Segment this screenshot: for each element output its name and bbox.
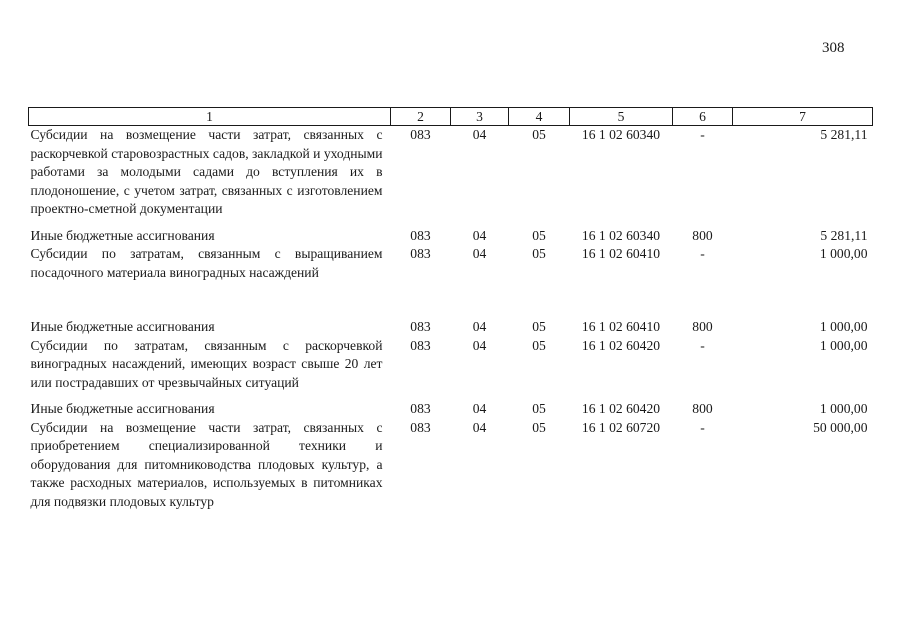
- cell-expense-type: 800: [692, 319, 713, 334]
- cell-amount: 1 000,00: [819, 246, 868, 261]
- cell-amount: 1 000,00: [819, 319, 868, 334]
- row-name: Субсидии по затратам, связанным с раскорчевкой виноградных насаждений, имеющих возраст свыше 20 лет или пострадавших от чрезвычайных ситуаций: [30, 337, 383, 390]
- cell-subsection: 05: [532, 401, 546, 416]
- cell-amount: 5 281,11: [820, 127, 868, 142]
- table-row: [29, 227, 873, 246]
- cell-expense-type: -: [700, 419, 705, 435]
- cell-section: 04: [472, 401, 487, 416]
- page-number: 308: [822, 40, 845, 56]
- table-row: [29, 337, 873, 401]
- table-row: [29, 400, 873, 419]
- cell-subsection: 05: [532, 127, 546, 142]
- cell-amount: 50 000,00: [813, 419, 868, 435]
- cell-section: 04: [472, 337, 487, 353]
- cell-ministry-code: 083: [410, 419, 431, 435]
- cell-target-article: 16 1 02 60420: [581, 401, 661, 416]
- cell-target-article: 16 1 02 60340: [581, 127, 661, 142]
- cell-expense-type: 800: [692, 227, 713, 243]
- column-header: 2: [391, 108, 451, 126]
- cell-target-article: 16 1 02 60720: [581, 419, 661, 435]
- cell-expense-type: -: [700, 246, 705, 261]
- cell-section: 04: [472, 127, 487, 142]
- column-header: 3: [451, 108, 509, 126]
- cell-subsection: 05: [532, 337, 546, 353]
- cell-subsection: 05: [532, 319, 546, 334]
- column-header: 1: [29, 108, 391, 126]
- cell-expense-type: -: [700, 337, 705, 353]
- cell-target-article: 16 1 02 60420: [581, 337, 661, 353]
- cell-expense-type: 800: [692, 401, 713, 416]
- cell-ministry-code: 083: [410, 401, 431, 416]
- cell-section: 04: [472, 419, 487, 435]
- row-name: Субсидии на возмещение части затрат, связанных с приобретением специализированной техники и оборудования для питомниководства плодовых культур, а также расходных материалов, используемых в питомниках для подвязки плодовых культур: [30, 419, 383, 509]
- row-name: Иные бюджетные ассигнования: [30, 319, 215, 334]
- column-header: 5: [570, 108, 673, 126]
- cell-subsection: 05: [532, 419, 546, 435]
- cell-amount: 5 281,11: [820, 227, 868, 243]
- cell-target-article: 16 1 02 60340: [581, 227, 661, 243]
- cell-ministry-code: 083: [410, 337, 431, 353]
- cell-section: 04: [472, 246, 487, 261]
- column-header: 7: [733, 108, 873, 126]
- cell-subsection: 05: [532, 227, 546, 243]
- table-row: [29, 126, 873, 227]
- table-row: [29, 419, 873, 512]
- cell-ministry-code: 083: [410, 246, 431, 261]
- cell-section: 04: [472, 319, 487, 334]
- row-name: Иные бюджетные ассигнования: [30, 227, 215, 243]
- cell-amount: 1 000,00: [819, 401, 868, 416]
- cell-amount: 1 000,00: [819, 337, 868, 353]
- row-name: Субсидии на возмещение части затрат, связанных с раскорчевкой старовозрастных садов, закладкой и уходными работами за молодыми садами до вступления их в плодоношение, с учетом затрат, связанных с изготовлением проектно-сметной документации: [30, 127, 383, 216]
- budget-table: [28, 107, 873, 511]
- table-row: [29, 318, 873, 337]
- cell-ministry-code: 083: [410, 227, 431, 243]
- cell-target-article: 16 1 02 60410: [581, 246, 661, 261]
- column-header: 6: [673, 108, 733, 126]
- cell-section: 04: [472, 227, 487, 243]
- cell-expense-type: -: [700, 127, 705, 142]
- row-name: Субсидии по затратам, связанным с выращиванием посадочного материала виноградных насаждений: [30, 246, 383, 280]
- cell-target-article: 16 1 02 60410: [581, 319, 661, 334]
- table-row: [29, 245, 873, 318]
- column-header: 4: [509, 108, 570, 126]
- cell-subsection: 05: [532, 246, 546, 261]
- row-name: Иные бюджетные ассигнования: [30, 401, 215, 416]
- cell-ministry-code: 083: [410, 319, 431, 334]
- table-header-row: [29, 108, 873, 126]
- cell-ministry-code: 083: [410, 127, 431, 142]
